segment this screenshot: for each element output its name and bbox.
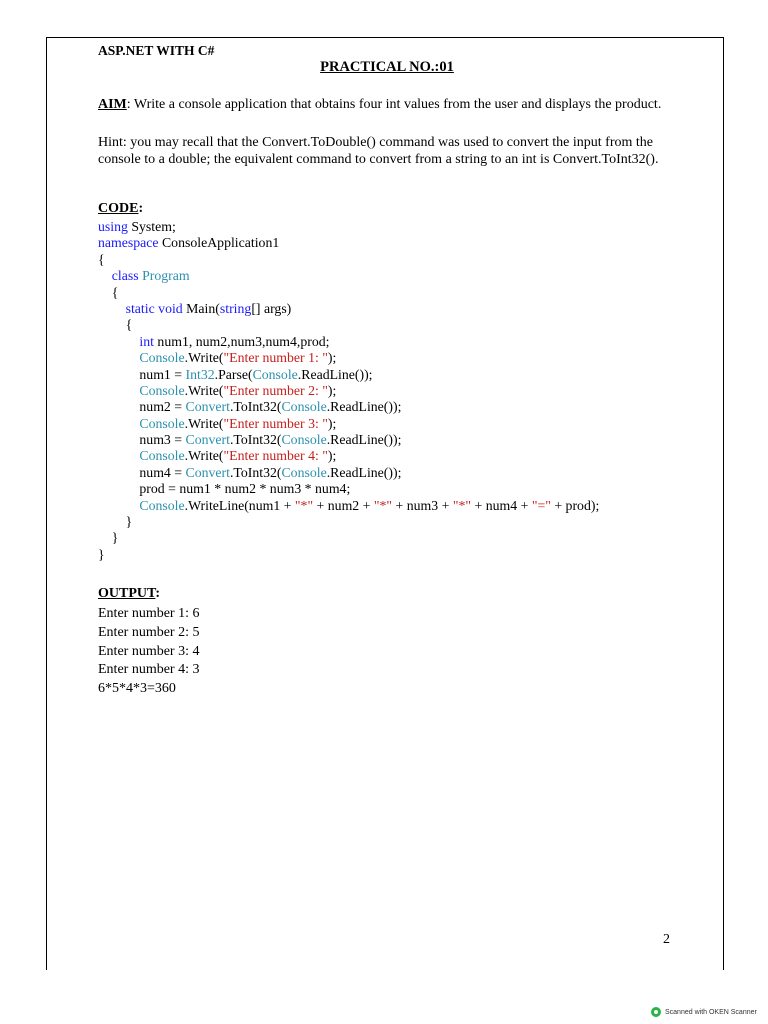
code-token: prod = num1 * num2 * num3 * num4; [98, 481, 351, 497]
code-token: { [98, 251, 105, 267]
code-token: string [219, 300, 252, 316]
code-token: ConsoleApplication1 [158, 235, 280, 251]
code-line [98, 317, 599, 333]
code-line [98, 432, 599, 448]
code-token: .ToInt32( [229, 399, 282, 415]
code-line [98, 547, 599, 563]
code-token: "Enter number 2: " [223, 382, 328, 398]
code-token: int [139, 333, 154, 349]
code-token: Console [139, 415, 185, 431]
page-border-top [46, 37, 724, 38]
code-token: Int32 [185, 366, 215, 382]
code-token: "*" [373, 497, 393, 513]
code-token [98, 383, 139, 398]
code-block [98, 219, 599, 563]
code-line [98, 530, 599, 546]
aim-label: AIM [98, 97, 127, 112]
code-token: Console [281, 399, 327, 415]
code-token: Program [142, 268, 190, 284]
code-line [98, 350, 599, 366]
code-token: + num4 + [471, 497, 532, 513]
output-line: Enter number 1: 6 [98, 606, 200, 621]
code-token [98, 350, 139, 365]
code-token: using [98, 219, 128, 234]
code-line [98, 399, 599, 415]
code-token: .ReadLine()); [326, 464, 402, 480]
code-token: ); [327, 350, 337, 366]
code-token: class [111, 268, 139, 284]
code-token [98, 448, 139, 463]
code-line [98, 514, 599, 530]
code-line [98, 268, 599, 284]
code-token: namespace [98, 235, 159, 251]
code-token: .Write( [184, 448, 224, 464]
output-line: Enter number 2: 5 [98, 624, 200, 640]
output-label: OUTPUT [98, 586, 156, 601]
code-token: .ReadLine()); [326, 432, 402, 448]
code-token: [] args) [251, 300, 292, 316]
code-token: Convert [185, 432, 230, 448]
code-token: num1, num2,num3,num4,prod; [153, 333, 330, 349]
code-line [98, 252, 599, 268]
code-line [98, 416, 599, 432]
code-token: void [158, 300, 183, 316]
practical-title: PRACTICAL NO.:01 [320, 59, 454, 75]
output-line: Enter number 4: 3 [98, 662, 200, 678]
code-token: ); [327, 448, 337, 464]
code-token: .ReadLine()); [297, 366, 373, 382]
code-token: { [98, 284, 119, 300]
code-token: + num2 + [313, 497, 374, 513]
code-token: num4 = [98, 464, 186, 480]
code-token: .Write( [184, 382, 224, 398]
code-line [98, 219, 599, 235]
code-token: Console [139, 382, 185, 398]
code-token: "=" [531, 497, 551, 513]
code-line [98, 481, 599, 497]
code-token: Main( [182, 300, 220, 316]
code-line [98, 448, 599, 464]
code-token: "Enter number 1: " [223, 350, 328, 366]
output-line: Enter number 3: 4 [98, 643, 200, 659]
code-token: .Write( [184, 350, 224, 366]
code-token: .WriteLine(num1 + [184, 497, 295, 513]
code-token: Console [281, 432, 327, 448]
code-token: "Enter number 3: " [223, 415, 328, 431]
code-token: Console [281, 464, 327, 480]
code-token: .ReadLine()); [326, 399, 402, 415]
code-token: Console [252, 366, 298, 382]
code-token: Convert [185, 464, 230, 480]
code-line [98, 383, 599, 399]
code-token [98, 268, 112, 283]
code-token: System; [127, 219, 176, 234]
code-token: "*" [294, 497, 314, 513]
code-token: Convert [185, 399, 230, 415]
code-token: "*" [452, 497, 472, 513]
hint-paragraph: Hint: you may recall that the Convert.ToDouble() command was used to convert the input from the console to a double; the equivalent command to convert from a string to an int is Convert.ToInt32(). [98, 135, 659, 167]
code-token [98, 498, 139, 513]
code-token: static [125, 300, 155, 316]
code-line [98, 235, 599, 251]
scanner-watermark [651, 1007, 757, 1017]
aim-text: : Write a console application that obtains four int values from the user and displays the product. [126, 97, 662, 112]
code-label: CODE [98, 201, 139, 216]
code-token: ); [327, 415, 337, 431]
code-token [98, 416, 139, 431]
code-token: .ToInt32( [229, 432, 282, 448]
code-token: ); [327, 382, 337, 398]
subject-header: ASP.NET WITH C# [98, 43, 215, 58]
output-line: 6*5*4*3=360 [98, 681, 176, 697]
page-border-left [46, 37, 47, 970]
code-token: Console [139, 497, 185, 513]
code-heading: CODE: [98, 201, 144, 216]
code-token: num2 = [98, 399, 186, 415]
scanner-label: Scanned with OKEN Scanner [665, 1008, 757, 1016]
code-line [98, 367, 599, 383]
code-line [98, 498, 599, 514]
code-line [98, 301, 599, 317]
code-line [98, 285, 599, 301]
page-number: 2 [663, 932, 670, 947]
code-token: Console [139, 448, 185, 464]
code-line [98, 334, 599, 350]
code-token: .Parse( [214, 366, 253, 382]
code-token [98, 301, 126, 316]
code-line [98, 465, 599, 481]
code-token: .Write( [184, 415, 224, 431]
code-token [98, 334, 139, 349]
aim-paragraph [98, 97, 668, 114]
code-token: Console [139, 350, 185, 366]
code-token: .ToInt32( [229, 464, 282, 480]
code-token: num3 = [98, 432, 186, 448]
page-border-right [723, 37, 724, 970]
code-token: } [98, 514, 133, 530]
scanner-logo-icon [651, 1007, 661, 1017]
code-token: + prod); [550, 497, 600, 513]
output-block [98, 605, 199, 699]
code-token: "Enter number 4: " [223, 448, 328, 464]
code-token: + num3 + [392, 497, 453, 513]
output-heading: OUTPUT: [98, 586, 160, 601]
code-token: } [98, 546, 105, 562]
code-token: { [98, 317, 133, 333]
code-token: num1 = [98, 366, 186, 382]
code-token: } [98, 530, 119, 546]
